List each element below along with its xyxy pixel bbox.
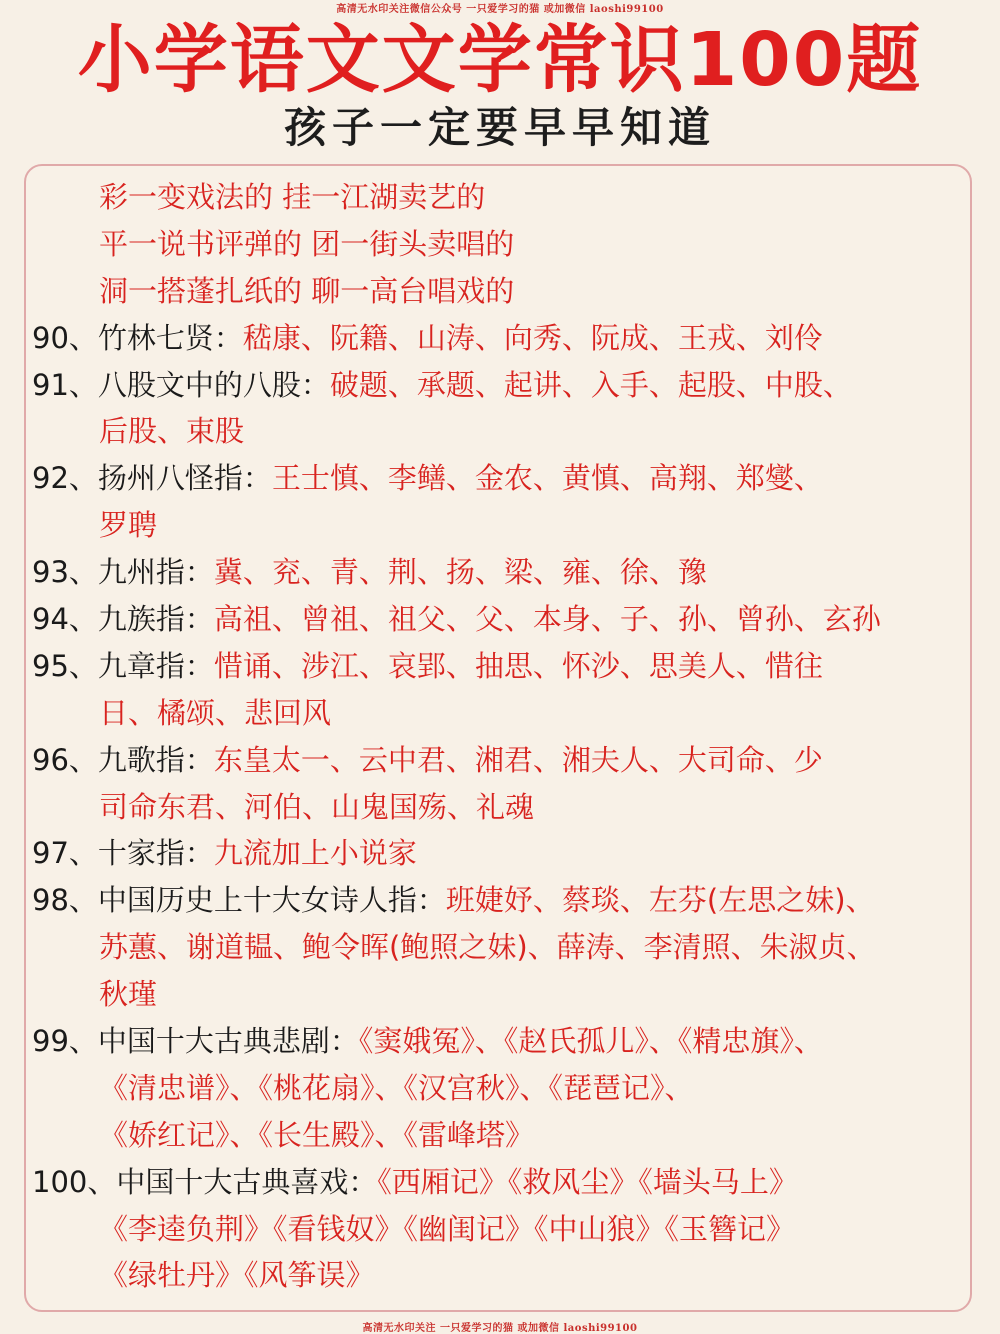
item-label: 九章指： — [97, 648, 214, 683]
page-title: 小学语文文学常识100题 — [77, 17, 923, 103]
item-answer: 苏蕙、谢道韫、鲍令晖(鲍照之妹)、薛涛、李清照、朱淑贞、 — [99, 930, 876, 965]
item-label: 十家指： — [97, 836, 214, 871]
item-label: 中国十大古典喜戏： — [116, 1164, 378, 1199]
item-answer: 嵇康、阮籍、山涛、向秀、阮成、王戎、刘伶 — [242, 320, 823, 355]
item-answer: 《窦娥冤》、《赵氏孤儿》、《精忠旗》、 — [358, 1024, 823, 1059]
item-answer: 班婕妤、蔡琰、左芬(左思之妹)、 — [445, 883, 875, 918]
content-line — [32, 690, 980, 737]
item-answer: 惜诵、涉江、哀郢、抽思、怀沙、思美人、惜往 — [213, 648, 823, 683]
content-line — [32, 455, 980, 502]
item-number: 92、 — [32, 461, 98, 496]
content-line — [32, 1112, 980, 1159]
content-line — [32, 596, 980, 643]
content-line — [32, 221, 980, 268]
content-line — [32, 971, 980, 1018]
item-number: 94、 — [32, 602, 98, 637]
content-line — [32, 643, 980, 690]
item-answer: 《西厢记》《救风尘》《墙头马上》 — [377, 1164, 798, 1199]
content-line — [32, 877, 980, 924]
item-number: 99、 — [32, 1024, 98, 1059]
content-line — [32, 1252, 980, 1299]
content-line — [32, 174, 980, 221]
item-answer: 破题、承题、起讲、入手、起股、中股、 — [329, 367, 852, 402]
item-answer: 司命东君、河伯、山鬼国殇、礼魂 — [99, 789, 535, 824]
item-number: 93、 — [32, 555, 98, 590]
content-line — [32, 502, 980, 549]
item-answer: 《娇红记》、《长生殿》、《雷峰塔》 — [99, 1117, 535, 1152]
item-number: 91、 — [32, 367, 98, 402]
item-number: 96、 — [32, 742, 98, 777]
item-label: 八股文中的八股： — [97, 367, 330, 402]
watermark-top: 高清无水印关注微信公众号 一只爱学习的猫 或加微信 laoshi99100 — [336, 4, 664, 15]
content-line — [32, 784, 980, 831]
item-label: 扬州八怪指： — [97, 461, 272, 496]
item-number: 98、 — [32, 883, 98, 918]
item-answer: 《李逵负荆》《看钱奴》《幽闺记》《中山狼》《玉簪记》 — [99, 1211, 796, 1246]
item-answer: 彩一变戏法的 挂一江湖卖艺的 — [99, 180, 486, 214]
item-label: 九州指： — [97, 555, 214, 590]
content-line — [32, 1159, 980, 1206]
item-answer: 罗聘 — [99, 508, 158, 543]
item-answer: 高祖、曾祖、祖父、父、本身、子、孙、曾孙、玄孙 — [213, 602, 881, 637]
content-line — [32, 268, 980, 315]
item-answer: 秋瑾 — [99, 977, 158, 1012]
content-line — [32, 1065, 980, 1112]
content-line — [32, 315, 980, 362]
watermark-bottom: 高清无水印关注 一只爱学习的猫 或加微信 laoshi99100 — [362, 1323, 638, 1334]
item-label: 中国历史上十大女诗人指： — [97, 883, 446, 918]
item-label: 九歌指： — [97, 742, 214, 777]
content-line — [32, 924, 980, 971]
item-answer: 《清忠谱》、《桃花扇》、《汉宫秋》、《琵琶记》、 — [99, 1070, 694, 1105]
item-label: 中国十大古典悲剧： — [97, 1024, 359, 1059]
content-line — [32, 737, 980, 784]
content-line — [32, 549, 980, 596]
item-answer: 洞一搭蓬扎纸的 聊一高台唱戏的 — [99, 273, 515, 308]
item-answer: 王士慎、李鳝、金农、黄慎、高翔、郑燮、 — [271, 461, 823, 496]
content-line — [32, 1206, 980, 1253]
content-line — [32, 1018, 980, 1065]
item-number: 97、 — [32, 836, 98, 871]
item-answer: 九流加上小说家 — [213, 836, 417, 871]
item-number: 95、 — [32, 648, 98, 683]
content-line — [32, 408, 980, 455]
content-line — [32, 362, 980, 409]
item-number: 90、 — [32, 320, 98, 355]
item-answer: 后股、束股 — [99, 414, 245, 449]
item-answer: 日、橘颂、悲回风 — [99, 695, 332, 730]
content-list — [32, 174, 980, 1299]
item-answer: 冀、兖、青、荆、扬、梁、雍、徐、豫 — [213, 555, 707, 590]
item-label: 竹林七贤： — [97, 320, 243, 355]
content-line — [32, 830, 980, 877]
page-subtitle: 孩子一定要早早知道 — [283, 103, 716, 152]
item-number: 100、 — [32, 1164, 117, 1199]
item-answer: 平一说书评弹的 团一街头卖唱的 — [99, 226, 515, 261]
item-answer: 《绿牡丹》《风筝误》 — [99, 1258, 375, 1293]
item-label: 九族指： — [97, 602, 214, 637]
item-answer: 东皇太一、云中君、湘君、湘夫人、大司命、少 — [213, 742, 823, 777]
